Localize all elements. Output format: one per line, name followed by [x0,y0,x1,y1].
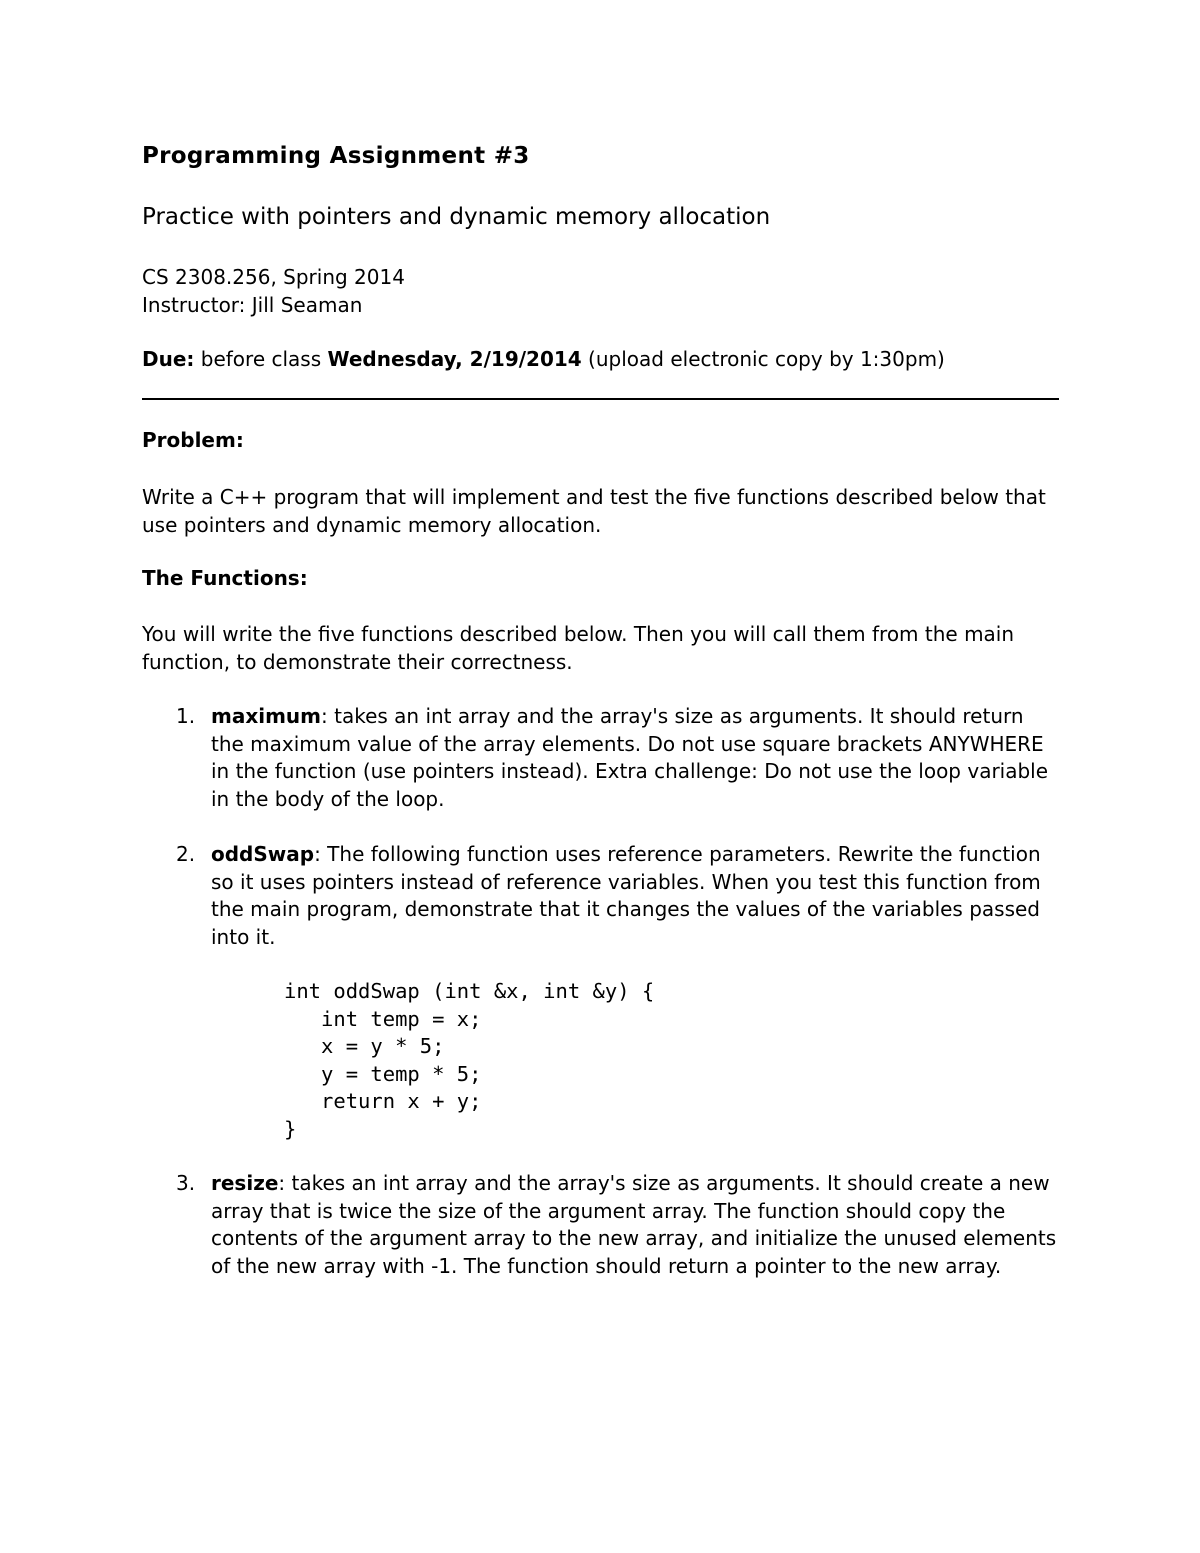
code-line: x = y * 5; [284,1034,445,1058]
due-line [142,345,945,373]
function-description: : takes an int array and the array's size as arguments. It should return the maximum value of the array elements. Do not use square brackets ANYWHERE in the function (use pointers instead). Extra challenge: Do not use the loop variable in the body of the loop. [211,704,1049,811]
horizontal-divider [142,398,1059,400]
course-line: CS 2308.256, Spring 2014 [142,265,405,289]
due-date: Wednesday, 2/19/2014 [327,347,582,371]
list-item-number: 1. [176,704,196,728]
instructor-line: Instructor: Jill Seaman [142,293,363,317]
code-line: } [284,1116,297,1141]
problem-heading: Problem: [142,428,244,452]
list-item-text [211,703,1061,813]
list-item-number: 3. [176,1171,196,1195]
due-label: Due: [142,347,195,371]
code-line: y = temp * 5; [284,1061,482,1086]
list-item-text [211,841,1061,951]
function-name: resize [211,1171,279,1195]
code-block [284,978,654,1143]
function-description: : The following function uses reference parameters. Rewrite the function so it uses pointers instead of reference variables. When you test this function from the main program, demonstrate that it changes the values of the variables passed into it. [211,842,1041,949]
functions-intro: You will write the five functions described below. Then you will call them from the main function, to demonstrate their correctness. [142,622,1015,674]
function-description: : takes an int array and the array's size as arguments. It should create a new array that is twice the size of the argument array. The function should copy the contents of the argument array to the new array, and initialize the unused elements of the new array with -1. The function should return a pointer to the new array. [211,1171,1057,1278]
code-line: int temp = x; [284,1006,482,1031]
code-line: return x + y; [284,1089,482,1113]
code-line: int oddSwap (int &x, int &y) { [284,979,655,1003]
function-name: maximum [211,704,322,728]
due-after-text: (upload electronic copy by 1:30pm) [581,347,945,371]
page-subtitle: Practice with pointers and dynamic memory allocation [142,204,771,230]
function-name: oddSwap [211,842,315,866]
functions-heading: The Functions: [142,566,308,590]
due-before-text: before class [194,347,328,371]
page-title: Programming Assignment #3 [142,143,530,169]
list-item-text [211,1170,1061,1280]
list-item-number: 2. [176,842,196,866]
problem-text: Write a C++ program that will implement and test the five functions described below that use pointers and dynamic memory allocation. [142,485,1046,537]
